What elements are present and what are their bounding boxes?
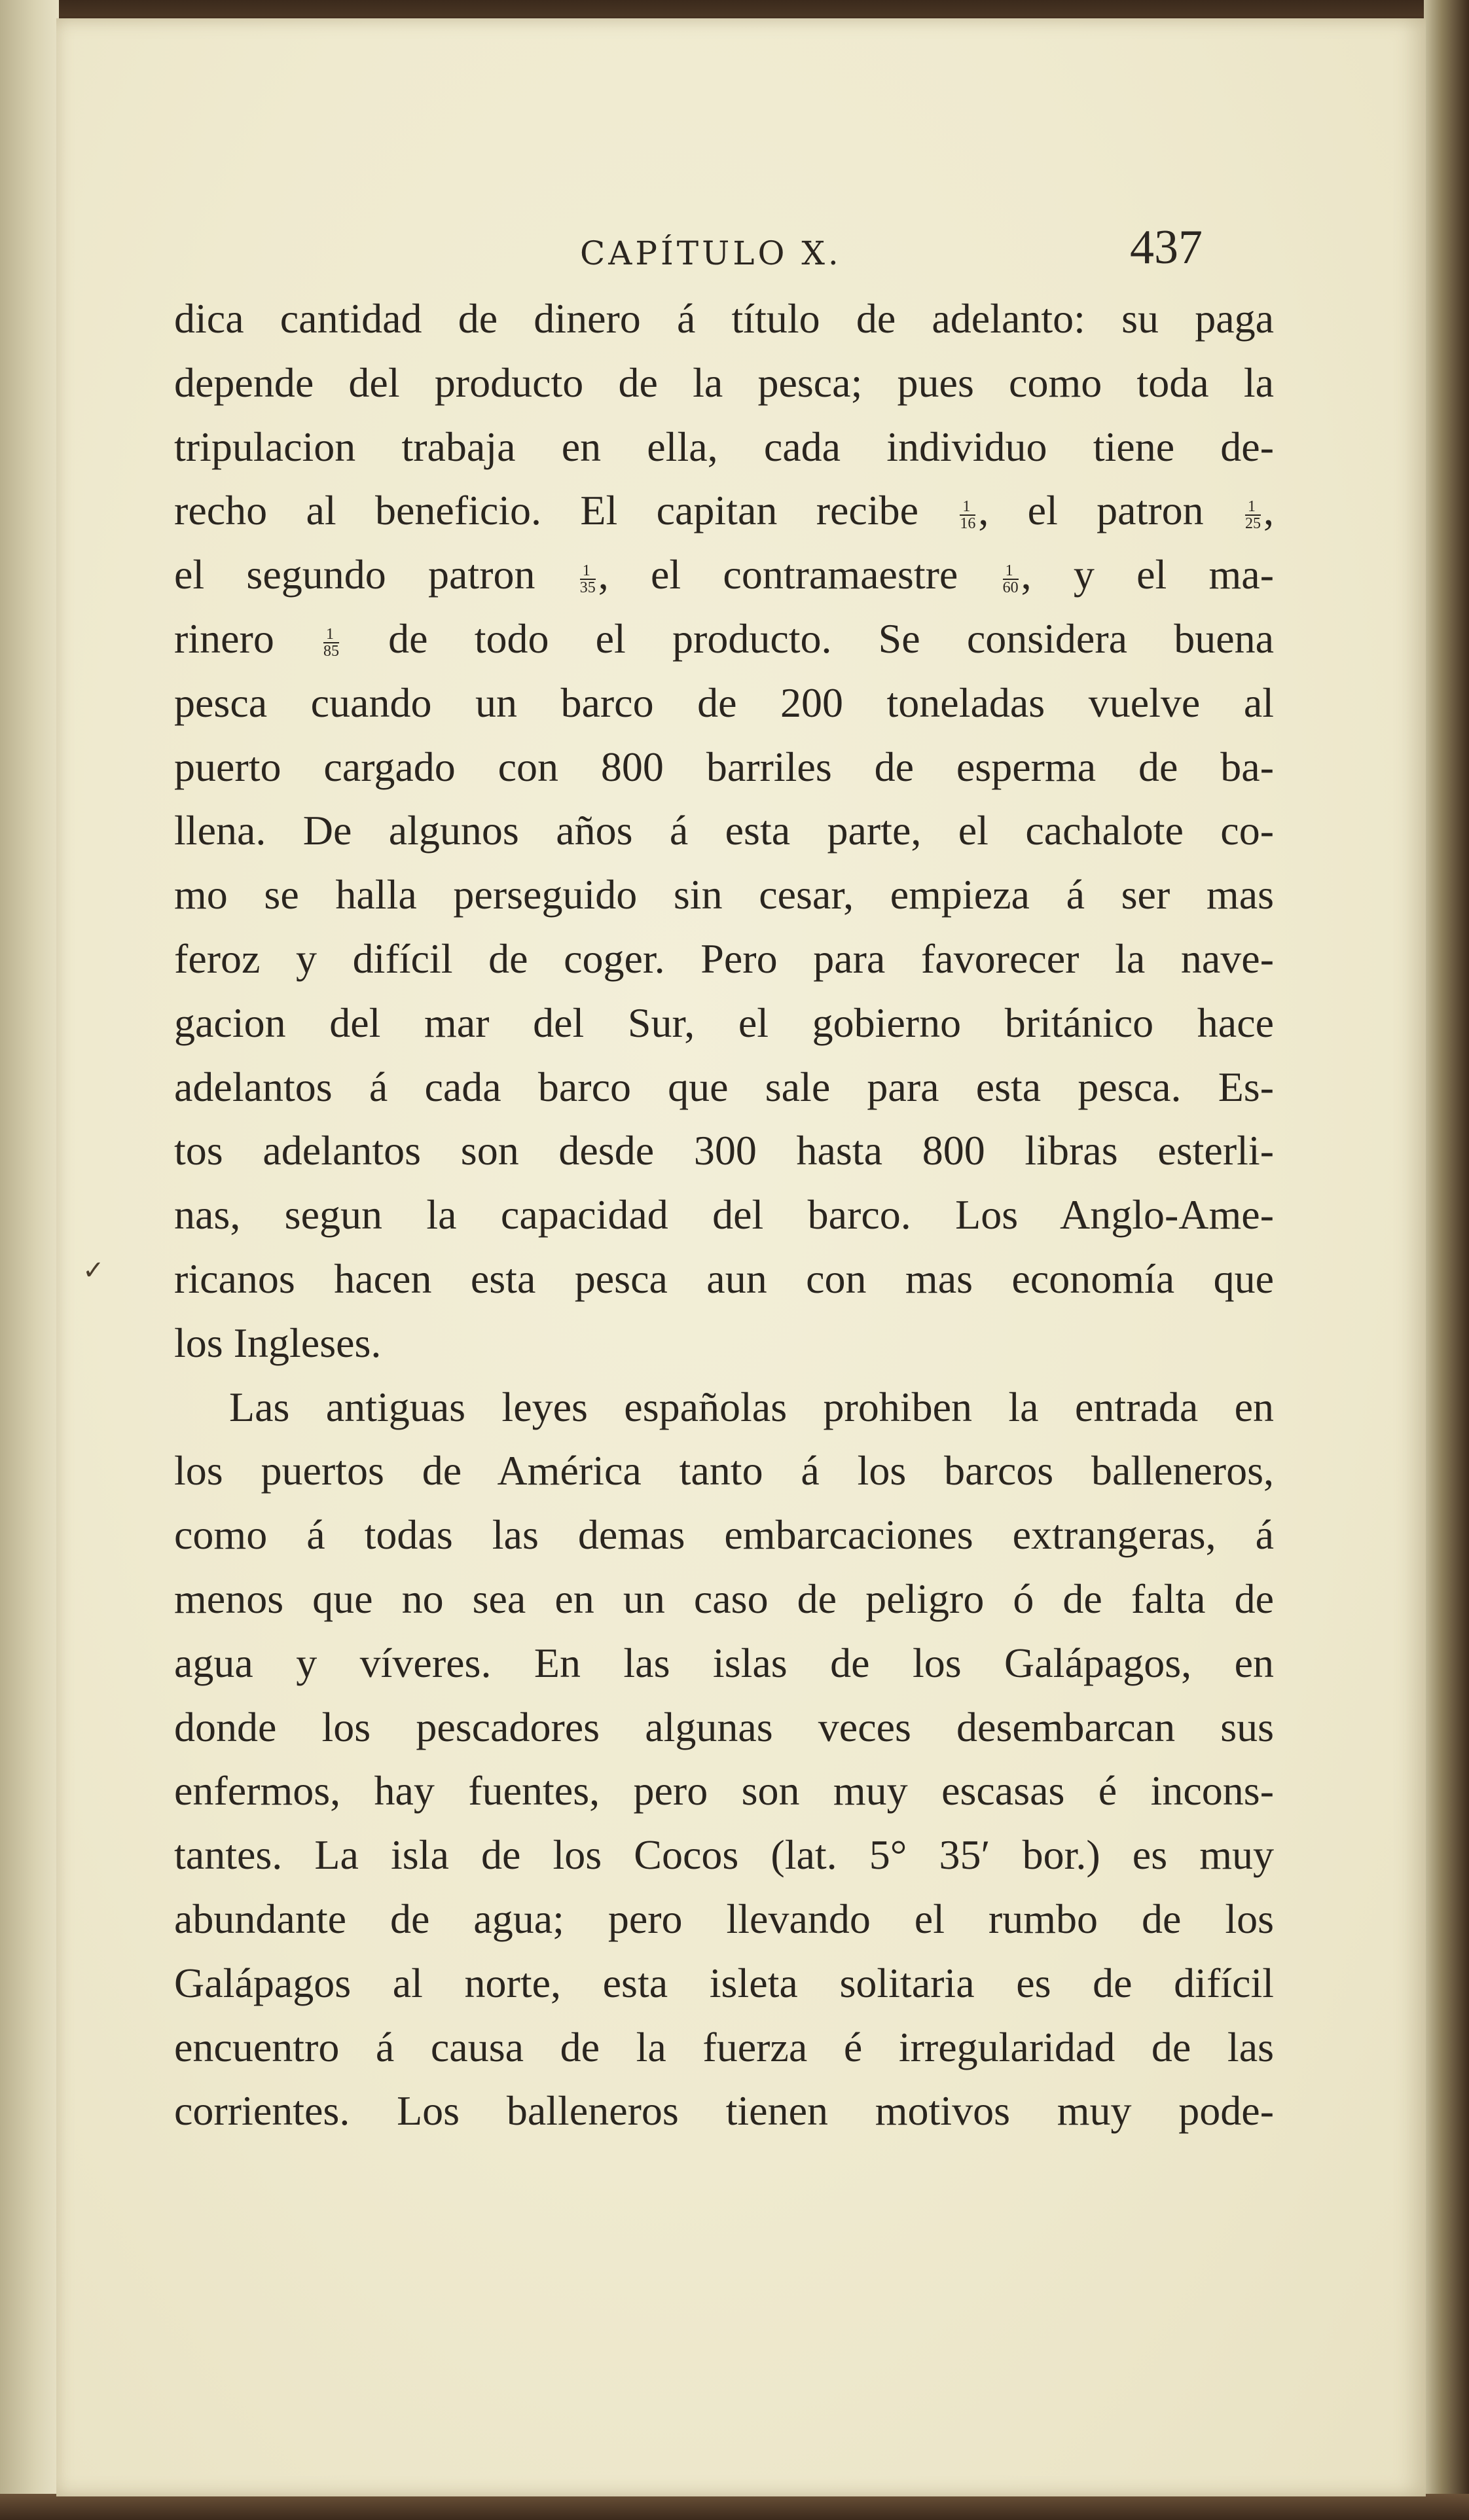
text-line bbox=[174, 1567, 1274, 1631]
text-segment: el segundo patron bbox=[174, 551, 577, 598]
text-segment: nas, segun la capacidad del barco. Los Anglo-Ame- bbox=[174, 1191, 1274, 1238]
page-number: 437 bbox=[1130, 221, 1203, 274]
text-segment: llena. De algunos años á esta parte, el cachalote co- bbox=[174, 807, 1274, 854]
text-segment: enfermos, hay fuentes, pero son muy escasas é incons- bbox=[174, 1767, 1274, 1814]
text-segment: mo se halla perseguido sin cesar, empieza á ser mas bbox=[174, 871, 1274, 918]
text-segment: donde los pescadores algunas veces desembarcan sus bbox=[174, 1703, 1274, 1750]
text-line bbox=[174, 287, 1274, 351]
text-line bbox=[174, 863, 1274, 927]
fraction-denominator: 16 bbox=[960, 514, 976, 532]
text-line bbox=[174, 1055, 1274, 1119]
text-line bbox=[174, 671, 1274, 735]
text-segment: tantes. La isla de los Cocos (lat. 5° 35′ bor.) es muy bbox=[174, 1831, 1274, 1879]
page-stack-right-edge bbox=[1424, 0, 1469, 2520]
fraction-denominator: 60 bbox=[1002, 579, 1019, 596]
page-left-margin-edge bbox=[0, 0, 59, 2520]
text-line bbox=[174, 1631, 1274, 1695]
text-line bbox=[174, 1311, 1274, 1375]
text-segment: tos adelantos son desde 300 hasta 800 libras esterli- bbox=[174, 1127, 1274, 1174]
fraction-denominator: 85 bbox=[323, 643, 339, 660]
text-segment: rinero bbox=[174, 615, 321, 662]
text-segment: , bbox=[1263, 487, 1275, 534]
text-line bbox=[174, 543, 1274, 607]
fraction bbox=[1003, 563, 1019, 596]
text-segment: corrientes. Los balleneros tienen motivos muy pode- bbox=[174, 2087, 1274, 2134]
book-page bbox=[56, 18, 1426, 2496]
text-segment: los puertos de América tanto á los barcos balleneros, bbox=[174, 1447, 1274, 1494]
text-segment: dica cantidad de dinero á título de adelanto: su paga bbox=[174, 295, 1274, 342]
text-segment: depende del producto de la pesca; pues como toda la bbox=[174, 359, 1274, 406]
fraction-numerator: 1 bbox=[323, 626, 339, 643]
text-line bbox=[174, 1503, 1274, 1567]
text-segment: gacion del mar del Sur, el gobierno británico hace bbox=[174, 999, 1274, 1046]
text-line bbox=[174, 607, 1274, 671]
fraction-denominator: 25 bbox=[1245, 514, 1261, 532]
text-line bbox=[174, 1695, 1274, 1759]
fraction-numerator: 1 bbox=[960, 499, 975, 516]
text-segment: recho al beneficio. El capitan recibe bbox=[174, 487, 958, 534]
text-line bbox=[174, 2079, 1274, 2143]
fraction bbox=[1245, 499, 1261, 531]
fraction bbox=[960, 499, 975, 531]
fraction bbox=[580, 563, 596, 596]
body-text bbox=[174, 287, 1274, 2143]
running-header bbox=[56, 208, 1426, 280]
text-segment: menos que no sea en un caso de peligro ó de falta de bbox=[174, 1575, 1274, 1622]
text-line bbox=[174, 351, 1274, 415]
text-segment: agua y víveres. En las islas de los Galápagos, en bbox=[174, 1639, 1274, 1686]
margin-mark-icon: ✓ bbox=[82, 1255, 105, 1286]
text-segment: feroz y difícil de coger. Pero para favorecer la nave- bbox=[174, 935, 1274, 982]
text-line bbox=[174, 2015, 1274, 2079]
text-line bbox=[174, 1375, 1274, 1439]
fraction-numerator: 1 bbox=[1245, 499, 1261, 516]
text-line bbox=[174, 1759, 1274, 1823]
text-segment: puerto cargado con 800 barriles de esperma de ba- bbox=[174, 743, 1274, 790]
text-segment: de todo el producto. Se considera buena bbox=[341, 615, 1275, 662]
text-segment: abundante de agua; pero llevando el rumbo de los bbox=[174, 1895, 1274, 1942]
text-line bbox=[174, 1887, 1274, 1951]
text-line bbox=[174, 1247, 1274, 1311]
chapter-title: CAPÍTULO X. bbox=[580, 234, 842, 272]
text-line bbox=[174, 1119, 1274, 1183]
text-line bbox=[174, 1183, 1274, 1247]
text-segment: los Ingleses. bbox=[174, 1319, 382, 1366]
text-segment: adelantos á cada barco que sale para esta pesca. Es- bbox=[174, 1063, 1274, 1110]
text-line bbox=[174, 991, 1274, 1055]
text-segment: Galápagos al norte, esta isleta solitaria es de difícil bbox=[174, 1959, 1274, 2006]
text-line bbox=[174, 1823, 1274, 1887]
text-line bbox=[174, 478, 1274, 543]
text-segment: tripulacion trabaja en ella, cada individuo tiene de- bbox=[174, 423, 1274, 470]
text-segment: como á todas las demas embarcaciones extrangeras, á bbox=[174, 1511, 1274, 1558]
text-segment: , el contramaestre bbox=[598, 551, 1000, 598]
fraction-numerator: 1 bbox=[1003, 563, 1019, 580]
text-line bbox=[174, 1439, 1274, 1503]
text-line bbox=[174, 735, 1274, 799]
text-segment: , y el ma- bbox=[1021, 551, 1275, 598]
fraction-denominator: 35 bbox=[579, 579, 596, 596]
text-segment: pesca cuando un barco de 200 toneladas vuelve al bbox=[174, 679, 1274, 726]
fraction-numerator: 1 bbox=[580, 563, 596, 580]
text-line bbox=[174, 927, 1274, 991]
text-segment: ricanos hacen esta pesca aun con mas economía que bbox=[174, 1255, 1274, 1302]
text-line bbox=[174, 415, 1274, 479]
text-segment: encuentro á causa de la fuerza é irregularidad de las bbox=[174, 2023, 1274, 2070]
text-line bbox=[174, 1951, 1274, 2015]
fraction bbox=[323, 626, 339, 659]
text-segment: Las antiguas leyes españolas prohiben la entrada en bbox=[229, 1383, 1274, 1430]
text-segment: , el patron bbox=[978, 487, 1243, 534]
binding-bottom-edge bbox=[0, 2494, 1469, 2520]
text-line bbox=[174, 799, 1274, 863]
